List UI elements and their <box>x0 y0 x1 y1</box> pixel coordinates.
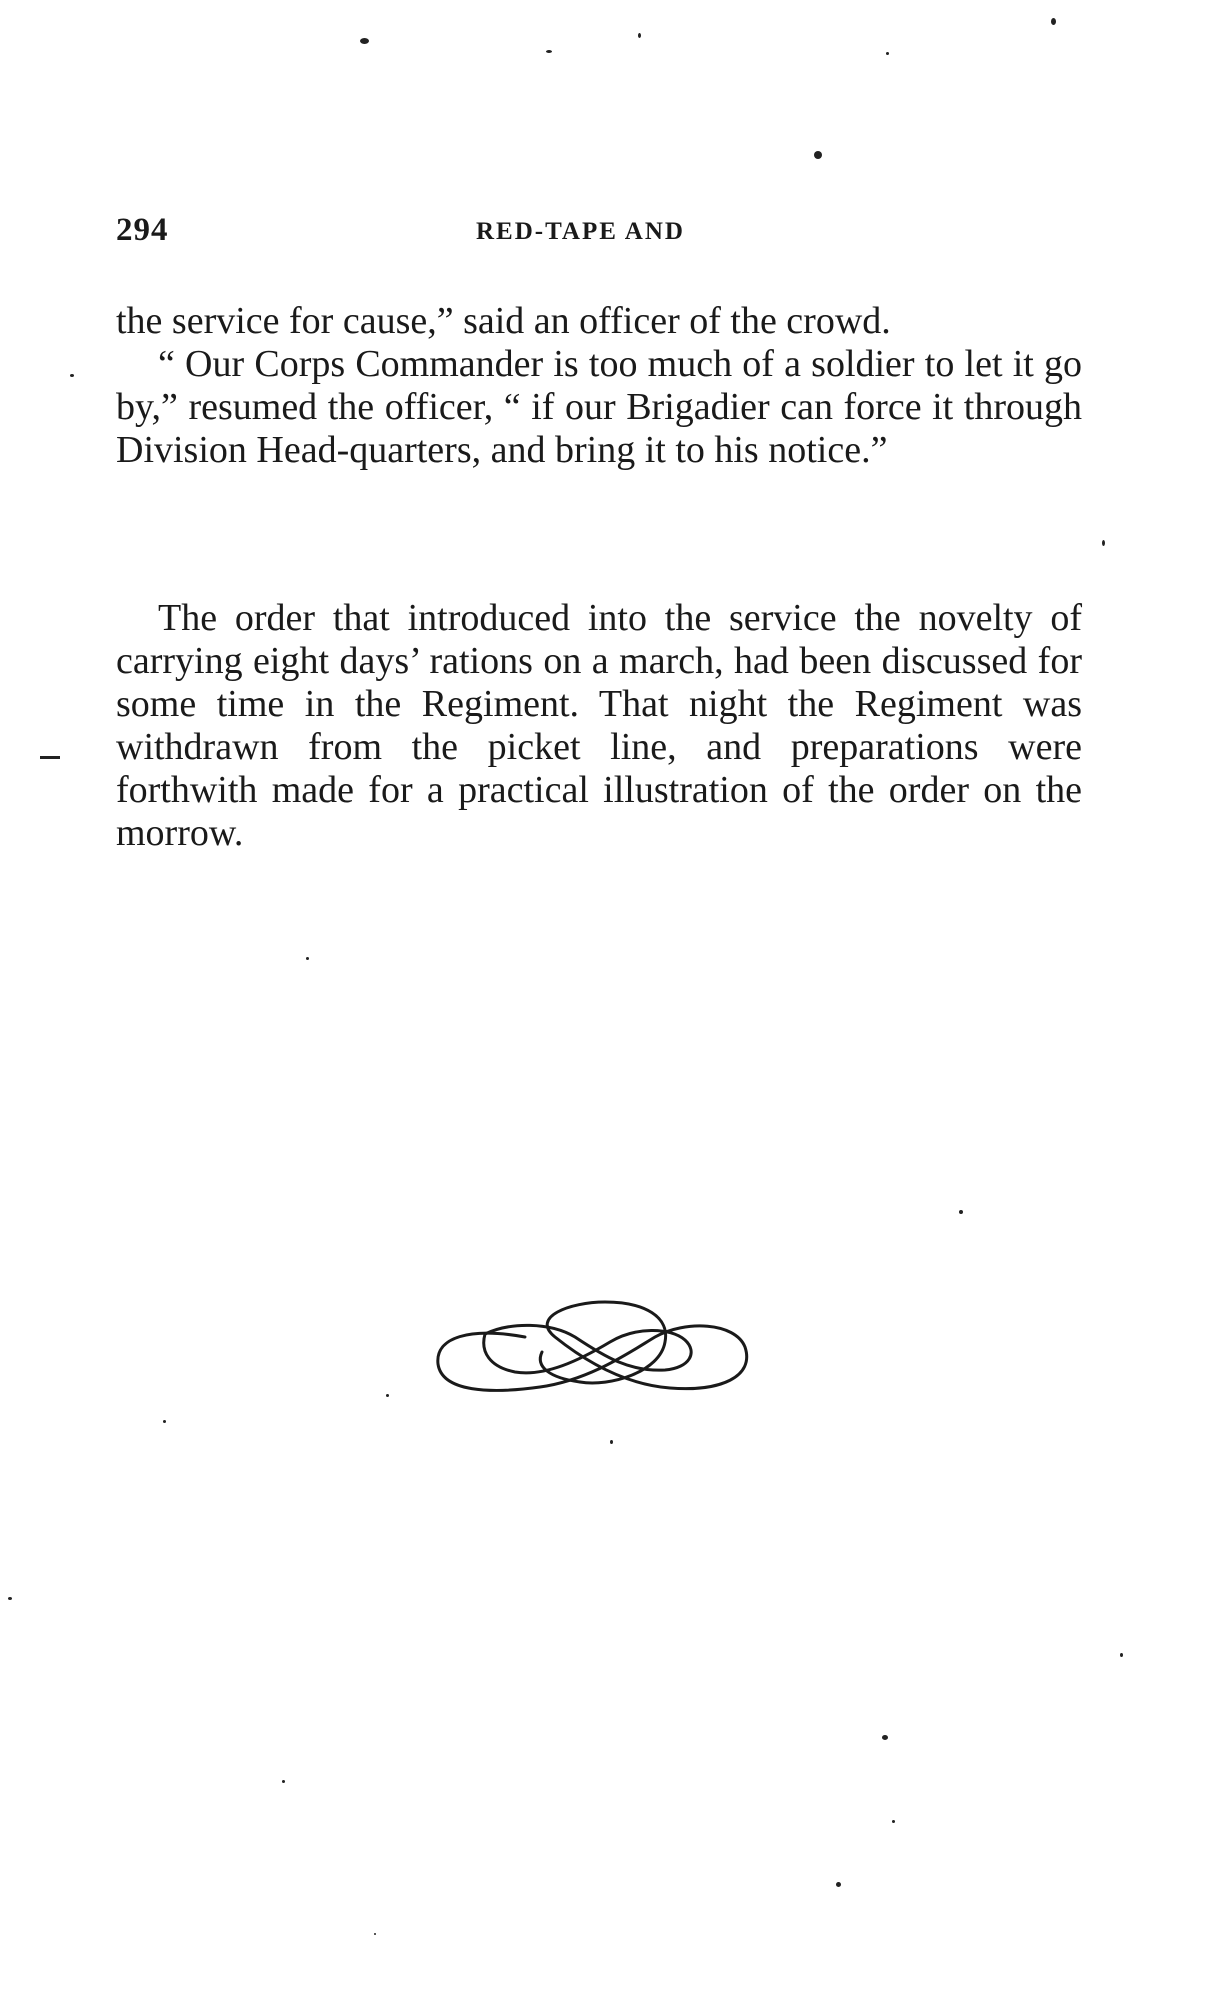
main-paragraph: The order that introduced into the service the novelty of carrying eight days’ rations on a march, had been discussed for some time in the Regiment. That night the Regiment was withdrawn from the picket line, and preparations were forthwith made for a practical illustration of the order on the morrow. <box>116 597 1082 854</box>
speck <box>546 50 552 53</box>
continuation-paragraph: the service for cause,” said an officer of the crowd. <box>116 300 891 342</box>
speck <box>836 1882 841 1887</box>
speck <box>882 1735 888 1740</box>
speck <box>163 1420 166 1423</box>
page-number: 294 <box>116 212 169 248</box>
speck <box>886 52 889 55</box>
speck <box>40 756 60 759</box>
speck <box>610 1440 613 1444</box>
speck <box>374 1933 376 1935</box>
speck <box>1120 1653 1123 1657</box>
speck <box>386 1394 389 1397</box>
looped-flourish-ornament-icon <box>430 1282 760 1412</box>
speck <box>8 1597 12 1600</box>
speck <box>892 1820 895 1823</box>
text-block-top <box>116 300 1082 472</box>
running-head: RED-TAPE AND <box>476 218 685 245</box>
speck <box>360 38 369 44</box>
speck <box>282 1780 285 1783</box>
speck <box>70 374 74 377</box>
quote-paragraph: “ Our Corps Commander is too much of a soldier to let it go by,” resumed the officer, “ if our Brigadier can force it through Division Head-quarters, and bring it to his notice.” <box>116 343 1082 471</box>
speck <box>959 1210 963 1214</box>
speck <box>1102 540 1105 546</box>
speck <box>1051 18 1056 25</box>
speck <box>638 33 641 38</box>
speck <box>814 151 822 159</box>
speck <box>306 957 309 960</box>
text-block-main <box>116 597 1082 855</box>
